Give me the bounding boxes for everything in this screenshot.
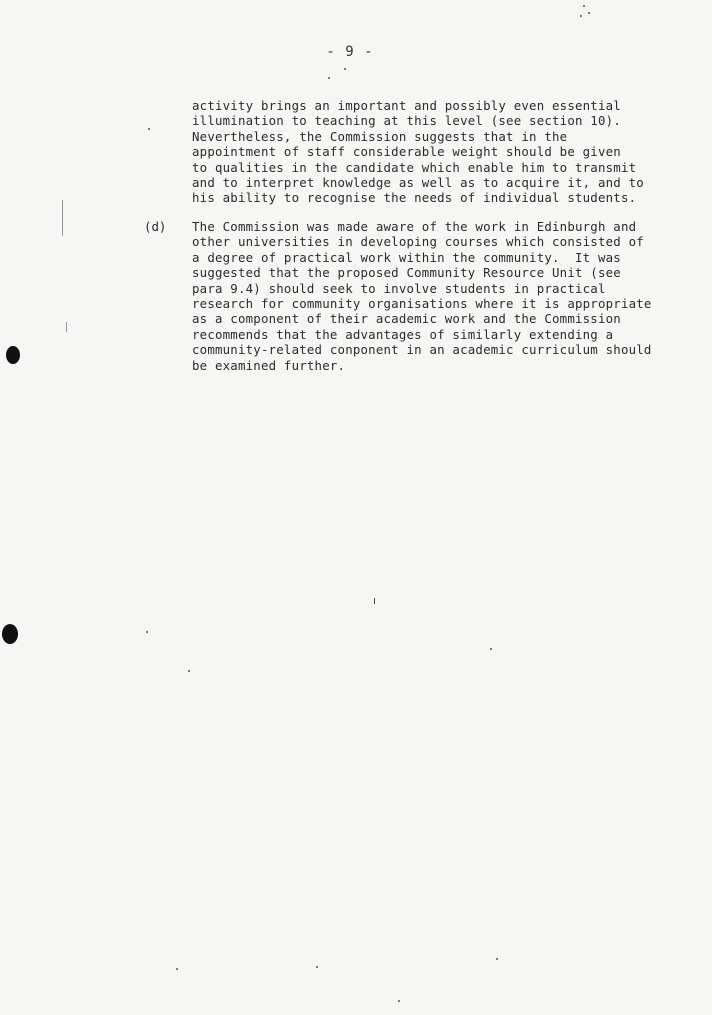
text-line: research for community organisations where it is appropriate: [192, 296, 652, 312]
margin-mark: [66, 322, 67, 332]
paragraph-body: [192, 219, 704, 373]
scan-speck: [490, 648, 492, 650]
text-line: activity brings an important and possibly even essential: [192, 98, 621, 113]
text-line: other universities in developing courses which consisted of: [192, 234, 644, 250]
scan-speck: [398, 1000, 400, 1002]
margin-mark: [374, 598, 375, 604]
scan-speck: [583, 5, 585, 7]
text-line: as a component of their academic work and the Commission: [192, 311, 621, 327]
text-line: suggested that the proposed Community Resource Unit (see: [192, 265, 621, 281]
text-line: community-related conponent in an academic curriculum should: [192, 342, 652, 358]
text-line: and to interpret knowledge as well as to acquire it, and to: [192, 175, 644, 191]
scan-speck: [146, 631, 148, 633]
scan-speck: [316, 966, 318, 968]
paragraph-marker: (d): [144, 219, 167, 234]
text-line: appointment of staff considerable weight should be given: [192, 144, 621, 160]
continued-paragraph: [192, 98, 692, 206]
scan-speck: [176, 968, 178, 970]
scan-speck: [344, 68, 346, 70]
text-line: The Commission was made aware of the work in Edinburgh and: [192, 219, 637, 234]
scan-speck: [496, 958, 498, 960]
scan-speck: [188, 670, 190, 672]
text-line: to qualities in the candidate which enable him to transmit: [192, 159, 637, 175]
text-line: his ability to recognise the needs of individual students.: [192, 190, 637, 206]
punch-hole-mark: [6, 346, 20, 364]
scan-speck: [328, 77, 330, 79]
text-line: a degree of practical work within the community. It was: [192, 249, 621, 265]
punch-hole-mark: [2, 624, 18, 644]
scan-speck: [148, 128, 150, 130]
margin-mark: [62, 200, 63, 236]
text-line: illumination to teaching at this level (see section 10).: [192, 113, 621, 129]
scan-speck: [580, 15, 582, 17]
page-number: - 9 -: [326, 44, 374, 60]
text-line: para 9.4) should seek to involve students in practical: [192, 280, 606, 296]
scan-speck: [588, 12, 590, 14]
text-line: Nevertheless, the Commission suggests that in the: [192, 128, 568, 144]
text-line: be examined further.: [192, 357, 346, 373]
scan-crease-mark: [0, 0, 61, 91]
text-line: recommends that the advantages of similarly extending a: [192, 326, 614, 342]
